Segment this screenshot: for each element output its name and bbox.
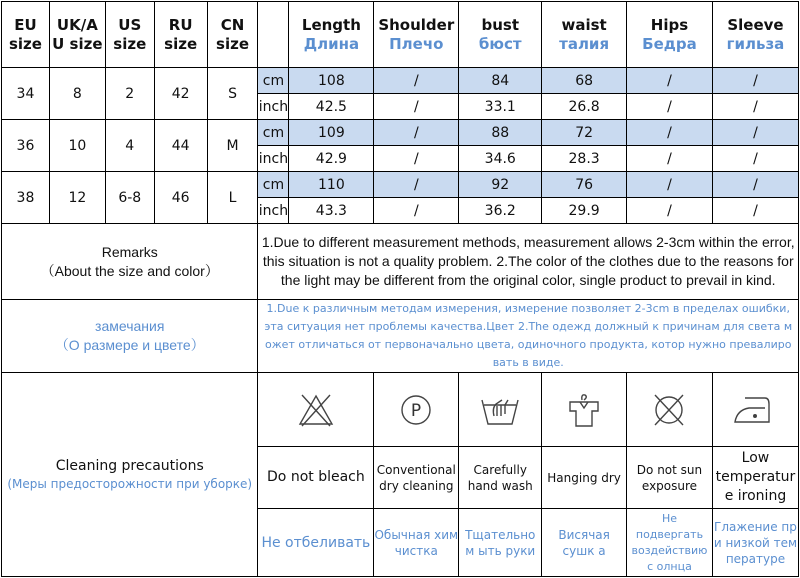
care-label-ru: Висячая сушк а (542, 509, 627, 577)
header-bust: bust бюст (459, 2, 542, 68)
sleeve-cell: / (712, 94, 798, 120)
care-label-en: Conventional dry cleaning (374, 447, 459, 509)
shoulder-cell: / (374, 120, 459, 146)
length-cell: 108 (289, 68, 374, 94)
care-icon-cell (542, 373, 627, 447)
header-cn-size: CN size (207, 2, 258, 68)
hips-cell: / (627, 172, 713, 198)
care-label-en: Do not sun exposure (627, 447, 713, 509)
care-label-en: Do not bleach (258, 447, 374, 509)
table-row (2, 172, 799, 198)
unit-cell: cm (258, 120, 289, 146)
waist-cell: 28.3 (542, 146, 627, 172)
care-icon-cell (459, 373, 542, 447)
table-row (2, 68, 799, 94)
cleaning-label-en: Cleaning precautions (55, 458, 204, 474)
hand-wash-icon (478, 390, 522, 430)
ru-size-cell: 42 (154, 68, 207, 120)
bust-cell: 34.6 (459, 146, 542, 172)
length-cell: 43.3 (289, 198, 374, 224)
care-icon-cell (258, 373, 374, 447)
sleeve-cell: / (712, 198, 798, 224)
svg-text:P: P (411, 400, 422, 421)
care-label-ru: Обычная хим чистка (374, 509, 459, 577)
remarks-row-ru (2, 300, 799, 373)
waist-cell: 26.8 (542, 94, 627, 120)
uk-au-size-cell: 8 (49, 68, 105, 120)
size-chart (1, 1, 799, 577)
shoulder-cell: / (374, 146, 459, 172)
care-icon-cell (374, 373, 459, 447)
ru-size-cell: 44 (154, 120, 207, 172)
low-iron-icon (731, 390, 779, 430)
uk-au-size-cell: 12 (49, 172, 105, 224)
ru-size-cell: 46 (154, 172, 207, 224)
hips-cell: / (627, 94, 713, 120)
remarks-text-en: 1.Due to different measurement methods, measurement allows 2-3cm within the error, this situation is not a quality problem. 2.The color of the clothes due to the reasons for the light may be different from the original color, single product to prevail in kind. (258, 224, 799, 300)
care-label-en: Carefully hand wash (459, 447, 542, 509)
header-waist: waist талия (542, 2, 627, 68)
care-label-en: Low temperatur e ironing (712, 447, 798, 509)
care-label-ru: Глажение пр и низкой тем пературе (712, 509, 798, 577)
care-label-ru: Не отбеливать (258, 509, 374, 577)
unit-cell: inch (258, 198, 289, 224)
sleeve-cell: / (712, 146, 798, 172)
shoulder-cell: / (374, 172, 459, 198)
size-table (1, 1, 799, 577)
cn-size-cell: L (207, 172, 258, 224)
header-shoulder: Shoulder Плечо (374, 2, 459, 68)
us-size-cell: 4 (105, 120, 154, 172)
cleaning-icon-row (2, 373, 799, 447)
hips-cell: / (627, 120, 713, 146)
bust-cell: 88 (459, 120, 542, 146)
header-row (2, 2, 799, 68)
waist-cell: 76 (542, 172, 627, 198)
remarks-text-ru: 1.Due к различным методам измерения, измерение позволяет 2-3cm в пределах ошибки, эта ситуация нет проблемы качества.Цвет 2.The одежд должный к причинам для света м ожет отличаться от первоначально цвета, одиночного продукта, котор нужно превалиро вать в виде. (258, 300, 799, 373)
unit-cell: cm (258, 68, 289, 94)
sleeve-cell: / (712, 68, 798, 94)
unit-cell: inch (258, 94, 289, 120)
cn-size-cell: S (207, 68, 258, 120)
header-uk-au-size: UK/A U size (49, 2, 105, 68)
header-hips: Hips Бедра (627, 2, 713, 68)
length-cell: 109 (289, 120, 374, 146)
no-bleach-icon (296, 390, 336, 430)
care-label-ru: Не подвергать воздействию с олнца (627, 509, 713, 577)
waist-cell: 72 (542, 120, 627, 146)
cleaning-label (2, 373, 258, 577)
remarks-label-en: Remarks （About the size and color） (2, 224, 258, 300)
cn-size-cell: M (207, 120, 258, 172)
header-eu-size: EU size (2, 2, 50, 68)
remarks-label-ru: замечания （О размере и цвете） (2, 300, 258, 373)
hang-dry-icon (562, 390, 606, 430)
waist-cell: 68 (542, 68, 627, 94)
length-cell: 42.5 (289, 94, 374, 120)
remarks-row-en (2, 224, 799, 300)
unit-cell: inch (258, 146, 289, 172)
header-unit-blank (258, 2, 289, 68)
shoulder-cell: / (374, 68, 459, 94)
no-sun-exposure-icon (649, 390, 689, 430)
care-label-en: Hanging dry (542, 447, 627, 509)
header-sleeve: Sleeve гильза (712, 2, 798, 68)
sleeve-cell: / (712, 120, 798, 146)
care-label-ru: Тщательно м ыть руки (459, 509, 542, 577)
bust-cell: 33.1 (459, 94, 542, 120)
header-us-size: US size (105, 2, 154, 68)
waist-cell: 29.9 (542, 198, 627, 224)
bust-cell: 92 (459, 172, 542, 198)
eu-size-cell: 36 (2, 120, 50, 172)
cleaning-label-ru: (Меры предосторожности при уборке) (7, 477, 253, 491)
bust-cell: 36.2 (459, 198, 542, 224)
header-length: Length Длина (289, 2, 374, 68)
eu-size-cell: 34 (2, 68, 50, 120)
sleeve-cell: / (712, 172, 798, 198)
header-ru-size: RU size (154, 2, 207, 68)
hips-cell: / (627, 146, 713, 172)
care-icon-cell (627, 373, 713, 447)
length-cell: 110 (289, 172, 374, 198)
us-size-cell: 6-8 (105, 172, 154, 224)
shoulder-cell: / (374, 94, 459, 120)
bust-cell: 84 (459, 68, 542, 94)
shoulder-cell: / (374, 198, 459, 224)
eu-size-cell: 38 (2, 172, 50, 224)
length-cell: 42.9 (289, 146, 374, 172)
unit-cell: cm (258, 172, 289, 198)
table-row (2, 120, 799, 146)
dry-clean-p-icon (396, 390, 436, 430)
hips-cell: / (627, 198, 713, 224)
us-size-cell: 2 (105, 68, 154, 120)
care-icon-cell (712, 373, 798, 447)
uk-au-size-cell: 10 (49, 120, 105, 172)
hips-cell: / (627, 68, 713, 94)
